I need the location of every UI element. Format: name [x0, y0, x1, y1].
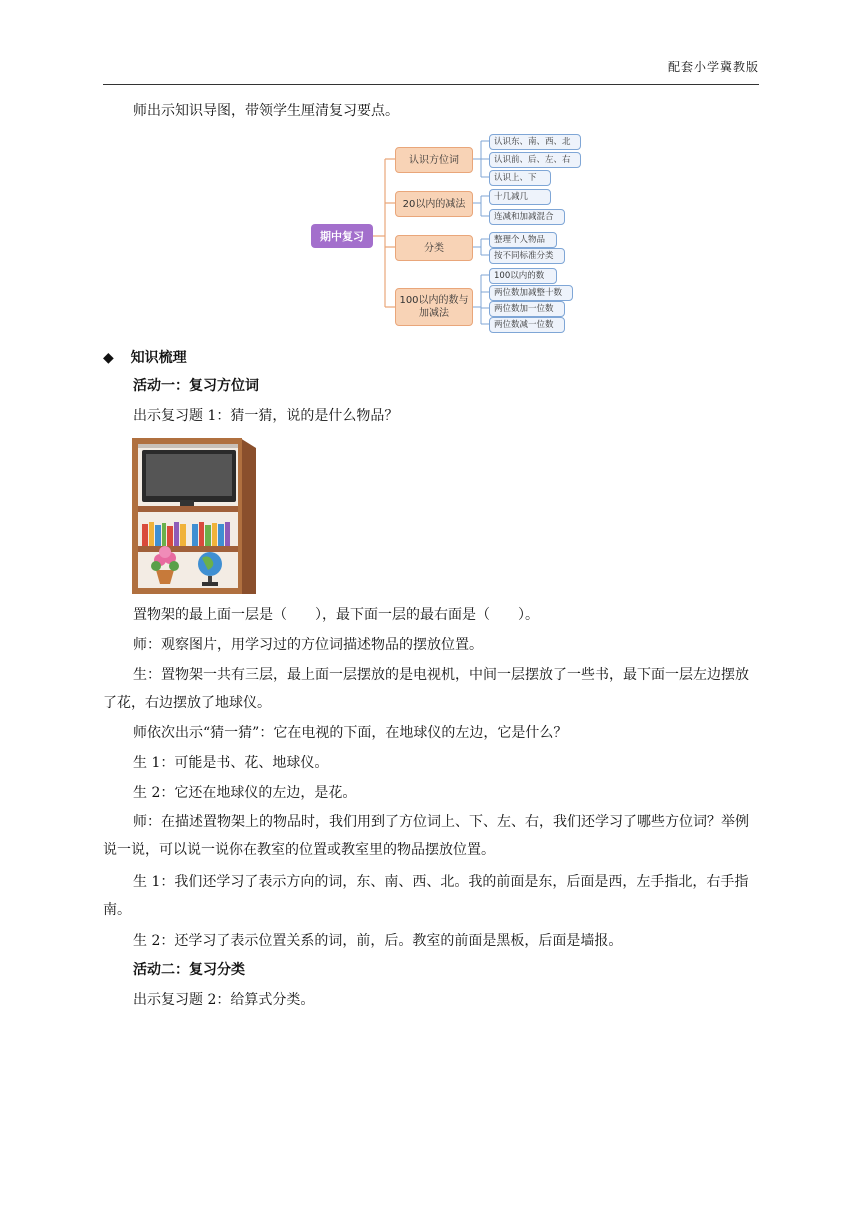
- branch-numbers-100-line1: 100以内的数与: [399, 295, 469, 306]
- mind-map: [303, 127, 593, 337]
- question2-text: 出示复习题 2：给算式分类。: [133, 992, 315, 1008]
- section-title: 知识梳理: [130, 350, 187, 366]
- dialog-line-4: 生 1：可能是书、花、地球仪。: [133, 755, 329, 771]
- header-publisher: 配套小学冀教版: [667, 60, 759, 74]
- activity2-title: 活动二：复习分类: [133, 962, 245, 978]
- branch-subtraction-20: 20以内的减法: [395, 191, 473, 217]
- leaf-numbers-within-100: 100以内的数: [489, 268, 557, 284]
- leaf-organize-items: 整理个人物品: [489, 232, 557, 248]
- dialog-line-2: 生：置物架一共有三层，最上面一层摆放的是电视机，中间一层摆放了一些书，最下面一层左边摆放了花，右边摆放了地球仪。: [103, 667, 749, 711]
- leaf-front-back-left-right: 认识前、后、左、右: [489, 152, 581, 168]
- leaf-classify-standards: 按不同标准分类: [489, 248, 565, 264]
- branch-classification: 分类: [395, 235, 473, 261]
- branch-numbers-100: [395, 288, 473, 326]
- dialog-line-3: 师依次出示“猜一猜”：它在电视的下面，在地球仪的左边，它是什么？: [133, 725, 568, 741]
- header-rule: [103, 84, 759, 85]
- dialog-line-6: 师：在描述置物架上的物品时，我们用到了方位词上、下、左、右，我们还学习了哪些方位词？举例说一说，可以说一说你在教室的位置或教室里的物品摆放位置。: [103, 814, 749, 858]
- dialog-line-7: 生 1：我们还学习了表示方向的词，东、南、西、北。我的前面是东，后面是西，左手指北，右手指南。: [103, 874, 749, 918]
- leaf-two-digit-plus-one: 两位数加一位数: [489, 301, 565, 317]
- shelf-illustration: [130, 434, 260, 596]
- question1-text: 出示复习题 1：猜一猜，说的是什么物品？: [133, 408, 399, 424]
- leaf-mixed-operations: 连减和加减混合: [489, 209, 565, 225]
- dialog-line-1: 师：观察图片，用学习过的方位词描述物品的摆放位置。: [133, 637, 483, 653]
- mind-map-root: 期中复习: [311, 224, 373, 248]
- diamond-bullet-icon: ◆: [103, 350, 114, 366]
- activity1-title: 活动一：复习方位词: [133, 378, 259, 394]
- blank-sentence: 置物架的最上面一层是（ ），最下面一层的最右面是（ ）。: [133, 607, 539, 623]
- branch-direction-words: 认识方位词: [395, 147, 473, 173]
- books-icon: [142, 522, 230, 546]
- shelf-svg: [130, 434, 260, 596]
- leaf-teens-minus: 十几减几: [489, 189, 551, 205]
- leaf-two-digit-minus-one: 两位数减一位数: [489, 317, 565, 333]
- dialog-line-8: 生 2：还学习了表示位置关系的词，前，后。教室的前面是黑板，后面是墙报。: [133, 933, 623, 949]
- leaf-up-down: 认识上、下: [489, 170, 551, 186]
- leaf-east-south-west-north: 认识东、南、西、北: [489, 134, 581, 150]
- intro-text: 师出示知识导图，带领学生厘清复习要点。: [133, 103, 399, 119]
- leaf-two-digit-tens: 两位数加减整十数: [489, 285, 573, 301]
- branch-numbers-100-line2: 加减法: [419, 308, 449, 319]
- dialog-line-5: 生 2：它还在地球仪的左边，是花。: [133, 785, 357, 801]
- section-heading: [103, 346, 187, 370]
